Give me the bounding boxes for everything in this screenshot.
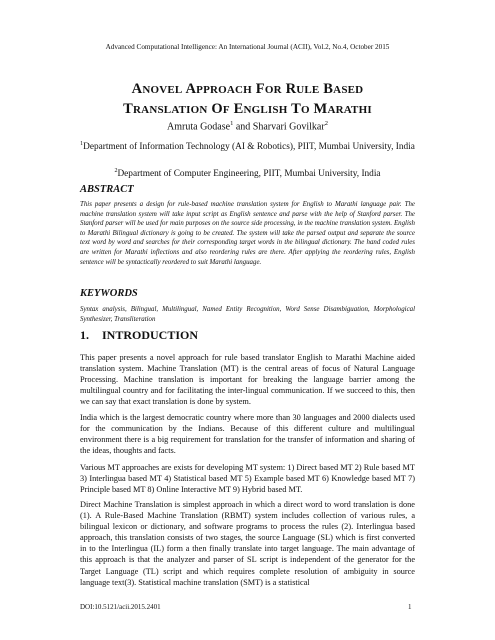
title-line-2: TRANSLATION OF ENGLISH TO MARATHI bbox=[123, 101, 372, 117]
intro-paragraph-3: Various MT approaches are exists for developing MT system: 1) Direct based MT 2) Rule based MT 3) Interlingua based MT 4) Statistical based MT 5) Example based MT 6) Knowledge based MT 7) Principle based MT 8) Online Interactive MT 9) Hybrid based MT. bbox=[80, 463, 415, 495]
paper-title bbox=[0, 80, 495, 120]
author-list: Amruta Godase$^1$ and Sharvari Govilkar$^2$ bbox=[167, 120, 328, 133]
title-line-1: ANOVEL APPROACH FOR RULE BASED bbox=[131, 81, 364, 97]
abstract-text: This paper presents a design for rule-based machine translation system for English to Marathi language pair. The machine translation system will take input script as English sentence and parse with the help of Stanford parser. The Stanford parser will be used for main purposes on the source side processing, in the machine translation system. English to Marathi Bilingual dictionary is going to be created. The system will take the parsed output and separate the source text word by word and searches for their corresponding target words in the bilingual dictionary. The hand coded rules are written for Marathi inflections and also reordering rules are there. After applying the reordering rules, English sentence will be syntactically reordered to suit Marathi language. bbox=[80, 201, 415, 266]
intro-paragraph-4: Direct Machine Translation is simplest approach in which a direct word to word translation is done (1). A Rule-Based Machine Translation (RBMT) system includes collection of various rules, a bilingual lexicon or dictionary, and software programs to process the rules (2). Interlingua based approach, this translation consists of two stages, the source Language (SL) which is first converted in to the Interlingua (IL) form a then finally translate into target language. The main advantage of this approach is that the analyzer and parser of SL script is independent of the generator for the Target Language (TL) script and which requires complete resolution of ambiguity in source language text(3). Statistical machine translation (SMT) is a statistical bbox=[80, 500, 415, 587]
section-heading-introduction: 1. INTRODUCTION bbox=[80, 328, 199, 342]
footer-doi: DOI:10.5121/acii.2015.2401 bbox=[80, 603, 161, 611]
journal-header: Advanced Computational Intelligence: An International Journal (ACII), Vol.2, No.4, October 2015 bbox=[105, 43, 390, 51]
author-2: Sharvari Govilkar bbox=[252, 121, 325, 133]
intro-paragraph-2: India which is the largest democratic country where more than 30 languages and 2000 dialects used for the communication by the Indians. Because of this different culture and multilingual environment there is a big requirement for translation for the transfer of information and sharing of the ideas, thoughts and facts. bbox=[80, 413, 415, 456]
page-number: 1 bbox=[408, 603, 412, 611]
intro-paragraph-1: This paper presents a novel approach for rule based translator English to Marathi Machine aided translation system. Machine Translation (MT) is the central areas of focus of Natural Language Processing. Machine translation is important for breaking the language barrier among the multilingual country and for facilitating the inter-lingual communication. If we succeed to this, then we can say that exact translation is done by system. bbox=[80, 353, 415, 407]
author-1: Amruta Godase bbox=[167, 121, 231, 133]
keywords-text: Syntax analysis, Bilingual, Multilingual, Named Entity Recognition, Word Sense Disambiguation, Morphological Synthesizer, Transliteration bbox=[80, 306, 415, 323]
affiliation-1: $^1$Department of Information Technology (AI & Robotics), PIIT, Mumbai University, India bbox=[80, 141, 415, 153]
keywords-heading: KEYWORDS bbox=[80, 288, 138, 299]
abstract-heading: ABSTRACT bbox=[80, 184, 134, 195]
affiliation-2: $^2$Department of Computer Engineering, PIIT, Mumbai University, India bbox=[114, 168, 381, 180]
